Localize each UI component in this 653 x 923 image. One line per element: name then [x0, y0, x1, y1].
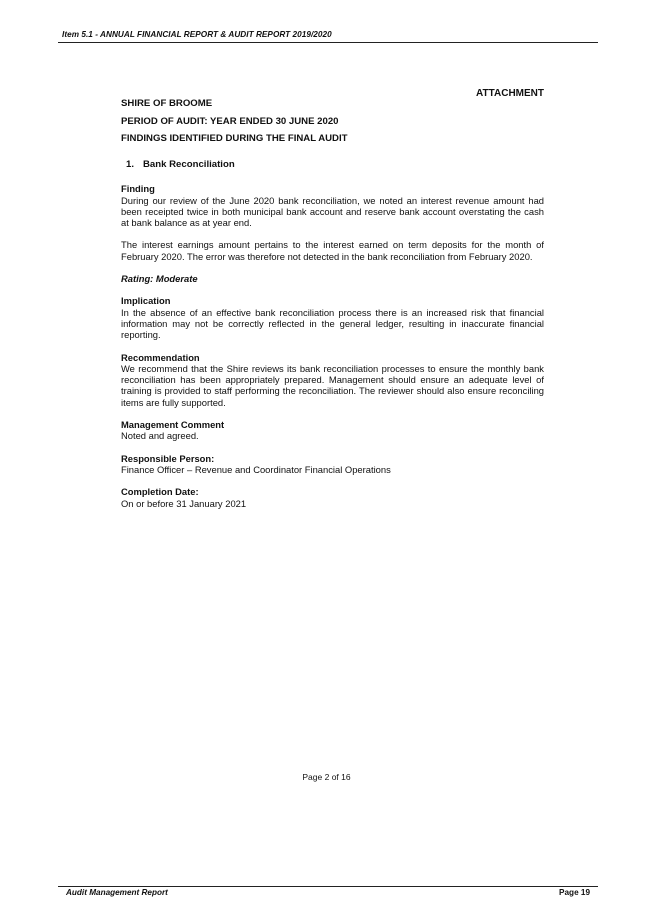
running-footer — [58, 886, 598, 897]
finding-block-2 — [121, 239, 544, 262]
responsible-person-label: Responsible Person: — [121, 452, 215, 464]
responsible-person-block — [121, 453, 544, 476]
implication-block — [121, 295, 544, 340]
recommendation-label: Recommendation — [121, 351, 200, 363]
audit-period-title: PERIOD OF AUDIT: YEAR ENDED 30 JUNE 2020 — [121, 115, 339, 127]
running-header-title: Item 5.1 - ANNUAL FINANCIAL REPORT & AUDIT REPORT 2019/2020 — [62, 30, 332, 39]
findings-title: FINDINGS IDENTIFIED DURING THE FINAL AUDIT — [121, 133, 348, 144]
responsible-person-text: Finance Officer – Revenue and Coordinator Financial Operations — [121, 463, 391, 475]
recommendation-text: We recommend that the Shire reviews its bank reconciliation processes to ensure the monthly bank reconciliation has been appropriately prepared. Management should ensure an adequate level of training is provided to staff performing the reconciliation. The reviewer should also ensure reconciling items are fully supported. — [121, 362, 544, 408]
recommendation-block — [121, 352, 544, 408]
running-header — [58, 29, 598, 43]
implication-label: Implication — [121, 295, 171, 307]
implication-text: In the absence of an effective bank reconciliation process there is an increased risk that financial information may not be correctly reflected in the general ledger, resulting in inaccurate financial reporting. — [121, 306, 544, 341]
finding-label: Finding — [121, 183, 155, 195]
attachment-label: ATTACHMENT — [476, 88, 544, 99]
section-heading — [121, 159, 544, 170]
finding-paragraph-1: During our review of the June 2020 bank reconciliation, we noted an interest revenue amount had been receipted twice in both municipal bank account and reserve bank account overstating the cash at bank balance as at year end. — [121, 194, 544, 229]
page-indicator: Page 2 of 16 — [302, 772, 351, 782]
completion-date-text: On or before 31 January 2021 — [121, 497, 247, 509]
section-number: 1. — [126, 159, 135, 170]
management-comment-block — [121, 419, 544, 442]
organisation-title: SHIRE OF BROOME — [121, 98, 213, 109]
footer-page-number: Page 19 — [559, 888, 590, 897]
footer-report-title: Audit Management Report — [66, 888, 168, 897]
management-comment-label: Management Comment — [121, 419, 225, 431]
finding-paragraph-2: The interest earnings amount pertains to the interest earned on term deposits for the month of February 2020. The error was therefore not detected in the bank reconciliation from February 2020. — [121, 239, 544, 262]
finding-block — [121, 183, 544, 228]
document-body — [121, 98, 544, 509]
completion-date-label: Completion Date: — [121, 486, 199, 498]
management-comment-text: Noted and agreed. — [121, 430, 199, 442]
rating-label: Rating: Moderate — [121, 273, 198, 285]
section-title: Bank Reconciliation — [143, 159, 235, 170]
completion-date-block — [121, 486, 544, 509]
